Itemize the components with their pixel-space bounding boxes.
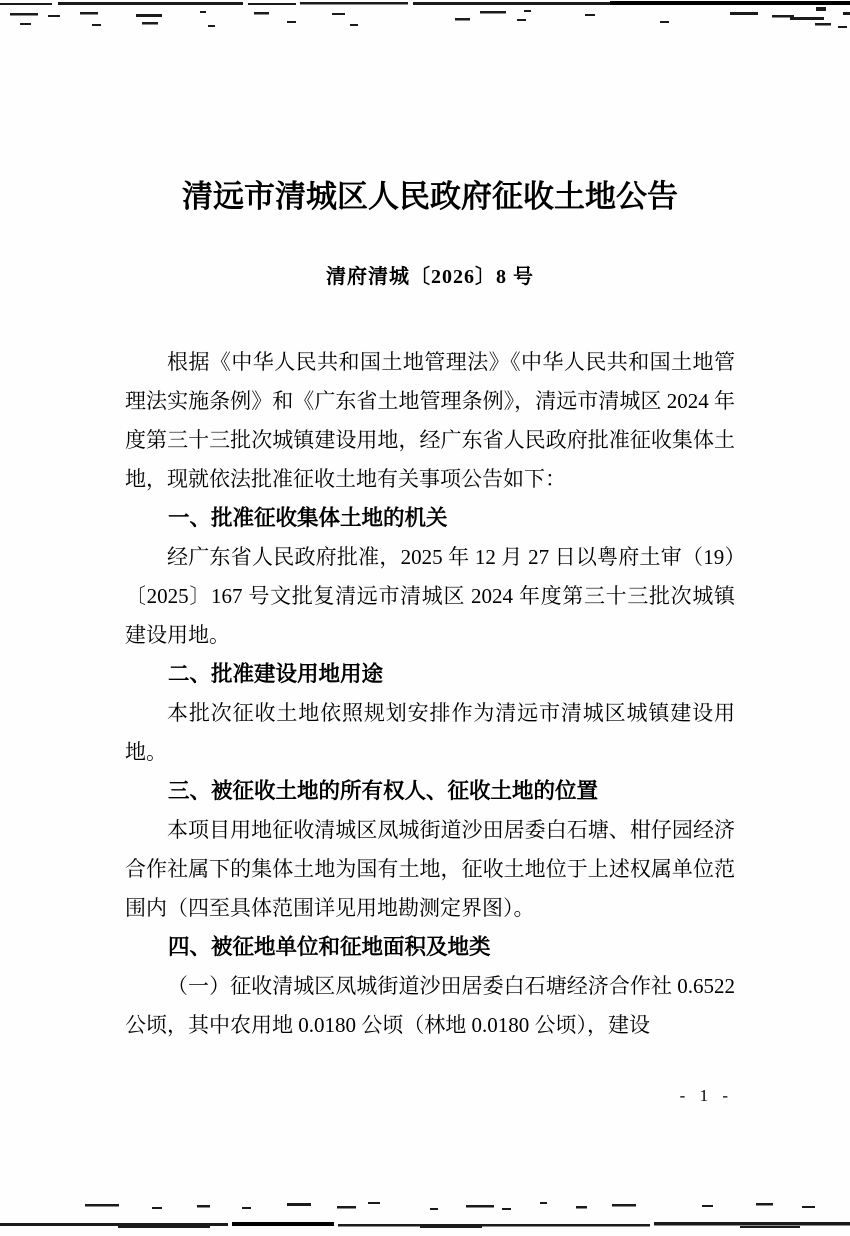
section-heading: 一、批准征收集体土地的机关 — [168, 506, 448, 530]
body-paragraph: （一）征收清城区凤城街道沙田居委白石塘经济合作社 0.6522 公顷，其中农用地 0.0180 公顷（林地 0.0180 公顷），建设 — [125, 974, 735, 1037]
body-paragraph: 本项目用地征收清城区凤城街道沙田居委白石塘、柑仔园经济合作社属下的集体土地为国有土地，征收土地位于上述权属单位范围内（四至具体范围详见用地勘测定界图）。 — [125, 818, 735, 920]
document-body — [125, 343, 735, 1045]
section-heading: 二、批准建设用地用途 — [168, 662, 384, 686]
document-number: 清府清城〔2026〕8 号 — [326, 266, 534, 288]
section-heading: 三、被征收土地的所有权人、征收土地的位置 — [168, 779, 599, 803]
body-paragraph: 经广东省人民政府批准，2025 年 12 月 27 日以粤府土审（19）〔2025〕167 号文批复清远市清城区 2024 年度第三十三批次城镇建设用地。 — [125, 545, 735, 647]
document-content — [125, 179, 735, 1045]
body-paragraph: 本批次征收土地依照规划安排作为清远市清城区城镇建设用地。 — [125, 701, 735, 764]
body-paragraph: 根据《中华人民共和国土地管理法》《中华人民共和国土地管理法实施条例》和《广东省土地管理条例》，清远市清城区 2024 年度第三十三批次城镇建设用地，经广东省人民政府批准征收集体土地，现就依法批准征收土地有关事项公告如下： — [125, 350, 735, 491]
scan-artifact-bottom-edge — [0, 1196, 850, 1236]
document-title: 清远市清城区人民政府征收土地公告 — [182, 179, 678, 214]
scan-artifact-top-edge — [0, 0, 850, 34]
section-heading: 四、被征地单位和征地面积及地类 — [168, 935, 491, 959]
page-number: - 1 - — [679, 1086, 730, 1105]
